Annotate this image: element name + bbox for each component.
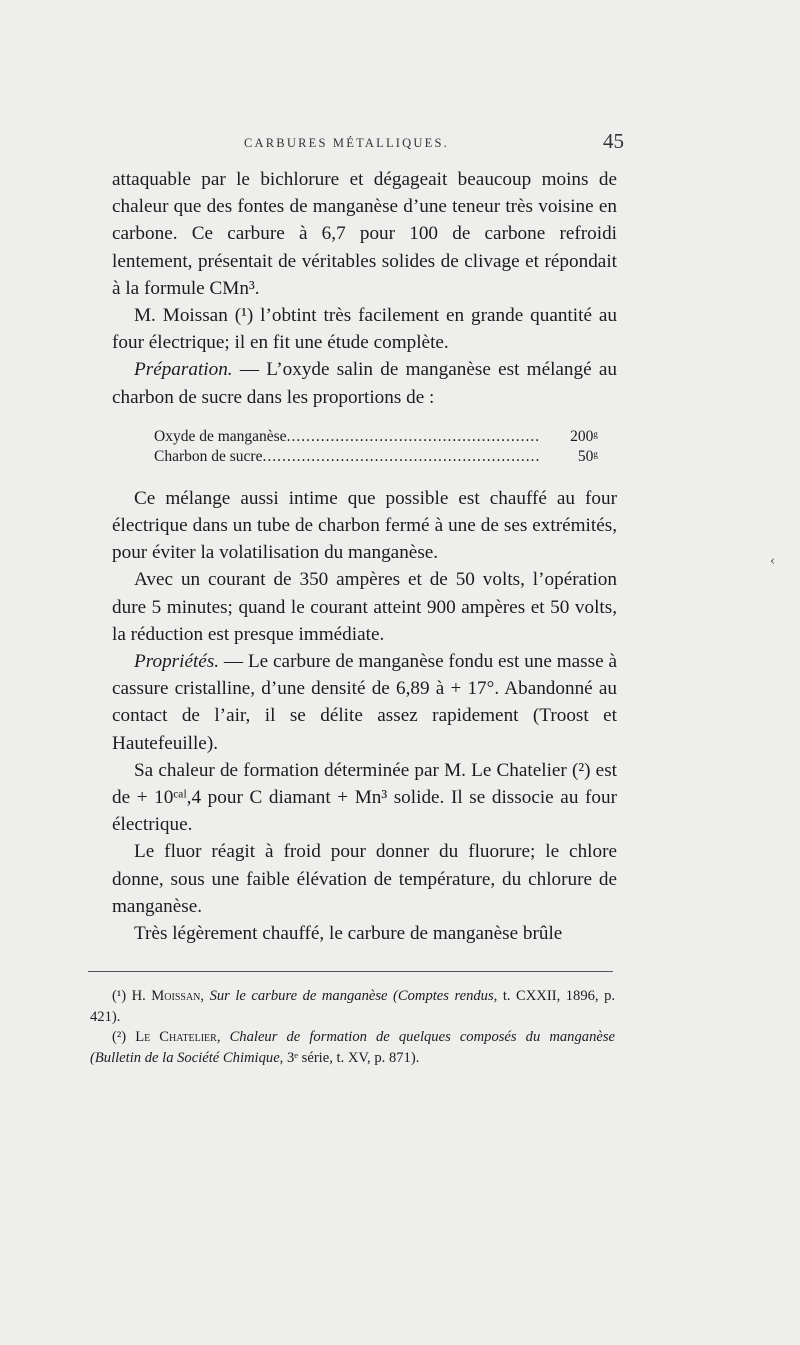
recipe-ingredient: Charbon de sucre <box>154 447 263 465</box>
dot-leader <box>287 427 540 447</box>
recipe-row <box>154 427 598 447</box>
recipe-quantity: 200ᵍ <box>570 427 598 445</box>
footnote-1-sep: , <box>200 988 210 1004</box>
footnote-1-title: Sur le carbure de manganèse (Comptes rendus, <box>209 988 498 1004</box>
main-text <box>112 166 617 947</box>
dot-leader <box>262 447 540 467</box>
recipe-quantity: 50ᵍ <box>577 447 598 465</box>
footnote-2-mark: (²) <box>112 1029 136 1045</box>
footnote-2-sep: , <box>216 1029 230 1045</box>
footnote-2-title: Chaleur de formation de quelques composés du manganèse (Bulletin de la Société Chimique, <box>90 1029 615 1066</box>
paragraph-4: Ce mélange aussi intime que possible est chauffé au four électrique dans un tube de charbon fermé à une de ses extrémités, pour éviter la volatilisation du manganèse. <box>112 487 617 564</box>
footnote-1-author: H. Moissan <box>131 988 201 1004</box>
recipe-ingredient: Oxyde de manganèse <box>154 427 287 445</box>
footnote-divider <box>88 971 613 972</box>
section-title-properties: Propriétés. <box>134 651 220 673</box>
footnote-1 <box>90 986 615 1027</box>
paragraph-7: Sa chaleur de formation déterminée par M. Le Chatelier (²) est de + 10ᶜᵃˡ,4 pour C diamant + Mn³ solide. Il se dissocie au four électrique. <box>112 759 617 836</box>
margin-mark: ‹ <box>770 554 776 569</box>
footnote-1-mark: (¹) <box>112 988 132 1004</box>
section-title-preparation: Préparation. <box>134 359 233 381</box>
footnote-2-author: Le Chatelier <box>135 1029 217 1045</box>
running-title: CARBURES MÉTALLIQUES. <box>244 136 449 150</box>
paragraph-properties-text: — Le carbure de manganèse fondu est une masse à cassure cristalline, d’une densité de 6,89 à + 17°. Abandonné au contact de l’air, il se délite assez rapidement (Troost et Hautefeuille). <box>112 651 617 754</box>
paragraph-preparation <box>112 356 617 410</box>
paragraph-9: Très légèrement chauffé, le carbure de manganèse brûle <box>134 923 563 945</box>
footnote-1-rest: t. CXXII, 1896, p. 421). <box>90 988 616 1025</box>
paragraph-2: M. Moissan (¹) l’obtint très facilement en grande quantité au four électrique; il en fit une étude complète. <box>112 305 617 354</box>
recipe-row <box>154 447 598 467</box>
paragraph-properties <box>112 648 617 757</box>
page-number: 45 <box>603 129 624 153</box>
footnotes <box>90 986 615 1068</box>
paragraph-preparation-text: — L’oxyde salin de manganèse est mélangé au charbon de sucre dans les proportions de : <box>112 359 617 408</box>
recipe-table <box>154 427 598 467</box>
footnote-2-rest: 3ᵉ série, t. XV, p. 871). <box>283 1049 420 1066</box>
paragraph-5: Avec un courant de 350 ampères et de 50 volts, l’opération dure 5 minutes; quand le courant atteint 900 ampères et 50 volts, la réduction est presque immédiate. <box>112 569 617 645</box>
paragraph-1: attaquable par le bichlorure et dégageait beaucoup moins de chaleur que des fontes de manganèse d’une teneur très voisine en carbone. Ce carbure à 6,7 pour 100 de carbone refroidi lentement, présentait de véritables solides de clivage et répondait à la formule CMn³. <box>112 169 617 299</box>
footnote-2 <box>90 1027 615 1068</box>
paragraph-8: Le fluor réagit à froid pour donner du fluorure; le chlore donne, sous une faible élévation de température, du chlorure de manganèse. <box>112 841 617 917</box>
